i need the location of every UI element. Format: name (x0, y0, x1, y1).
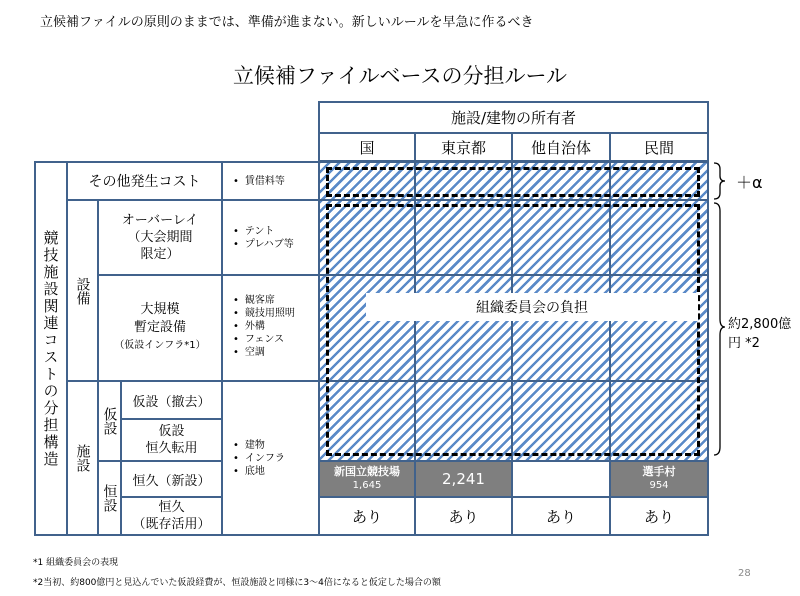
bullet-item: • フェンス (233, 333, 318, 346)
row-temp-remove: 仮設（撤去） (120, 380, 223, 420)
row-other-cost: その他発生コスト (66, 161, 223, 201)
new-facility-kuni (318, 460, 416, 498)
row-temp: 仮設 (97, 380, 122, 462)
overlay-line-1: オーバーレイ (121, 213, 199, 228)
owner-tokyo: 東京都 (414, 132, 513, 162)
large-note: （仮設インフラ*1） (114, 340, 206, 351)
new-facility-other-local (511, 460, 611, 498)
bullet-item: • 外構 (233, 320, 318, 333)
overlay-items (221, 199, 320, 276)
brace-plus-alpha (712, 161, 726, 201)
perm-existing-line-2: （既存活用） (132, 517, 211, 532)
row-large-temp (97, 274, 223, 382)
new-facility-tokyo (414, 460, 513, 498)
bullet-item: • 競技用照明 (233, 307, 318, 320)
bullet-item: • プレハブ等 (233, 238, 318, 251)
row-facility: 施設 (66, 380, 99, 536)
new-facility-value: 954 (649, 480, 669, 491)
row-temp-convert (120, 418, 223, 462)
approx-line-1: 約2,800億 (728, 317, 792, 332)
footnote-1: *1 組織委員会の表現 (33, 558, 119, 568)
committee-label: 組織委員会の負担 (366, 293, 698, 321)
approx-line-2: 円 *2 (728, 336, 760, 351)
owner-header: 施設/建物の所有者 (318, 101, 709, 134)
large-line-2: 暫定設備 (133, 320, 186, 335)
slide-heading: 立候補ファイルの原則のままでは、準備が進まない。新しいルールを早急に作るべき (40, 15, 534, 30)
large-line-1: 大規模 (140, 302, 180, 317)
bullet-item: • 底地 (233, 465, 318, 478)
owner-kuni: 国 (318, 132, 416, 162)
large-items (221, 274, 320, 382)
new-facility-value: 1,645 (352, 480, 382, 491)
existing-other-local: あり (511, 496, 611, 536)
owner-other-local: 他自治体 (511, 132, 611, 162)
new-facility-name: 選手村 (642, 465, 676, 478)
overlay-line-2: （大会期間 (127, 230, 193, 245)
dashed-box-plus-alpha (326, 167, 700, 197)
slide-title: 立候補ファイルベースの分担ルール (232, 64, 568, 88)
row-perm-existing (120, 496, 223, 536)
bullet-item: • 建物 (233, 439, 318, 452)
bullet-item: • テント (233, 225, 318, 238)
plus-alpha-label: ＋α (736, 173, 763, 192)
bullet-item: • 賃借料等 (233, 175, 318, 188)
temp-convert-line-2: 恒久転用 (145, 441, 198, 456)
dashed-box-committee (326, 204, 700, 456)
grid-line-h1 (318, 199, 709, 201)
footnote-2: *2当初、約800億円と見込んでいた仮設経費が、恒設施設と同様に3～4倍になると仮定した場合の額 (33, 578, 441, 588)
page-number: 28 (738, 568, 751, 579)
other-cost-items (221, 161, 320, 201)
row-perm: 恒設 (97, 460, 122, 536)
row-equipment: 設備 (66, 199, 99, 382)
perm-existing-line-1: 恒久 (158, 500, 185, 515)
existing-kuni: あり (318, 496, 416, 536)
facility-items (221, 380, 320, 536)
new-facility-name: 新国立競技場 (334, 465, 400, 478)
temp-convert-line-1: 仮設 (158, 424, 185, 439)
existing-tokyo: あり (414, 496, 513, 536)
existing-private: あり (609, 496, 709, 536)
row-perm-new: 恒久（新設） (120, 460, 223, 498)
brace-committee (712, 201, 726, 457)
approx-cost-label (728, 315, 791, 353)
bullet-item: • 空調 (233, 346, 318, 359)
new-facility-value: 2,241 (442, 470, 485, 488)
bullet-item: • インフラ (233, 452, 318, 465)
overlay-line-3: 限定） (140, 247, 180, 262)
bullet-item: • 観客席 (233, 294, 318, 307)
owner-private: 民間 (609, 132, 709, 162)
row-overlay (97, 199, 223, 276)
new-facility-private (609, 460, 709, 498)
side-label: 競技施設関連コストの分担構造 (34, 161, 68, 536)
